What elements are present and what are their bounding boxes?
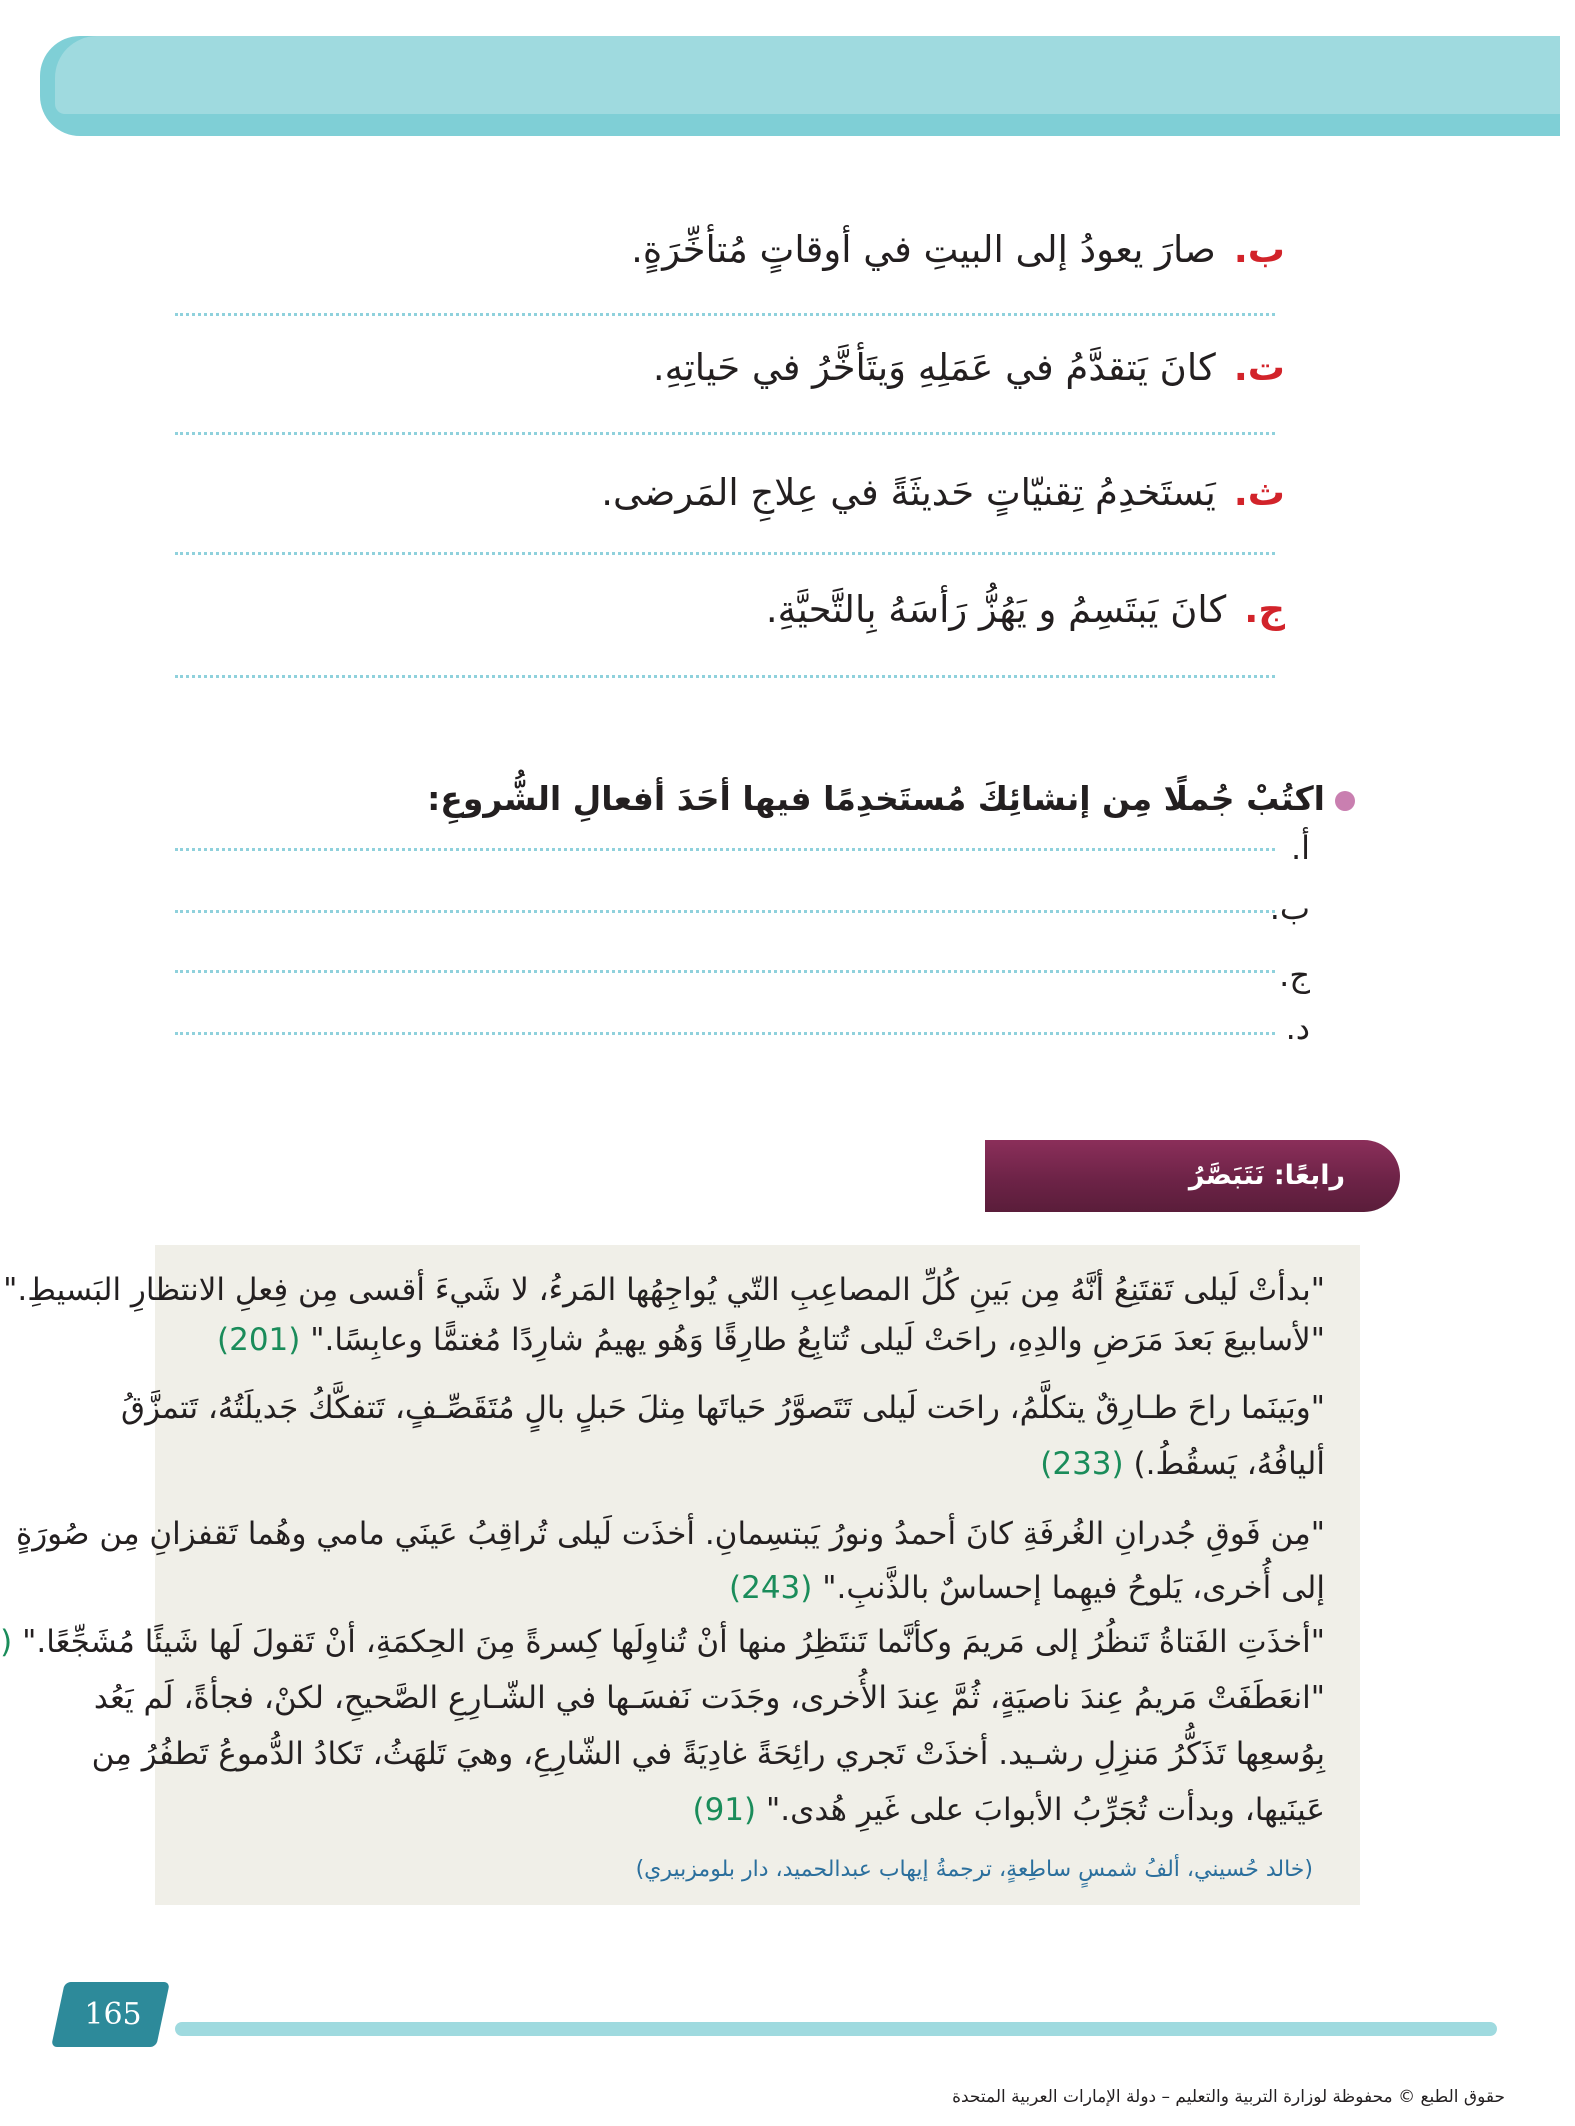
quote-line bbox=[93, 1670, 1325, 1726]
section-header: رابعًا: نَتَبَصَّرُ bbox=[985, 1140, 1400, 1212]
quote-text: عَينَيها، وبدأت تُجَرِّبُ الأبوابَ على غَيرِ هُدى." bbox=[765, 1792, 1325, 1828]
exercise-text: صارَ يعودُ إلى البيتِ في أوقاتٍ مُتأخِّرَةٍ. bbox=[631, 228, 1216, 271]
answer-letter: ج. bbox=[1279, 956, 1310, 994]
exercise-letter: ت. bbox=[1233, 346, 1285, 389]
quote-text: "لأسابيعَ بَعدَ مَرَضِ والدِهِ، راحَتْ لَيلى تُتابِعُ طارِقًا وَهُو يهيمُ شارِدًا مُغتمًّا وعابِسًا." bbox=[310, 1322, 1325, 1358]
quote-line bbox=[195, 1782, 1325, 1838]
answer-letter: أ. bbox=[1290, 829, 1310, 867]
answer-line[interactable] bbox=[175, 970, 1275, 973]
quote-text: "وبَينَما راحَ طـارِقٌ يتكلَّمُ، راحَت لَيلى تَتَصوَّرُ حَياتَها مِثلَ حَبلٍ بالٍ مُتَقَصِّـفٍ، تَتفكَّكُ جَديلَتُهُ، تَتمزَّقُ bbox=[121, 1390, 1325, 1426]
quote-line bbox=[15, 1506, 1325, 1562]
answer-letter: د. bbox=[1285, 1009, 1310, 1047]
quote-text: "مِن فَوقِ جُدرانِ الغُرفَةِ كانَ أحمدُ ونورُ يَبتسِمانِ. أخذَت لَيلى تُراقِبُ عَينَي مامي وهُما تَقفزانِ مِن صُورَةٍ bbox=[15, 1516, 1325, 1552]
quote-text: "أخذَتِ الفَتاةُ تَنظُرُ إلى مَريمَ وكأنَّما تَنتَظِرُ منها أنْ تُناوِلَها كِسرةً مِنَ الحِكمَةِ، أنْ تَقولَ لَها شَيئًا مُشَجِّعًا." bbox=[22, 1624, 1325, 1660]
answer-letter: ب. bbox=[1269, 889, 1310, 927]
answer-line[interactable] bbox=[175, 848, 1275, 851]
quote-line bbox=[195, 1560, 1325, 1616]
exercise-text: يَستَخدِمُ تِقنيّاتٍ حَديثَةً في عِلاجِ المَرضى. bbox=[601, 471, 1216, 514]
exercise-item bbox=[185, 338, 1285, 398]
exercise-item bbox=[185, 580, 1285, 640]
quote-line bbox=[195, 1312, 1325, 1368]
quote-line bbox=[195, 1436, 1325, 1492]
page-reference: (243) bbox=[728, 1570, 813, 1606]
answer-line[interactable] bbox=[175, 910, 1275, 913]
exercise-item bbox=[185, 463, 1285, 523]
page-number: 165 bbox=[84, 1997, 142, 2032]
quote-text: أليافُهُ، يَسقُطُ.) bbox=[1133, 1446, 1325, 1482]
answer-line[interactable] bbox=[175, 1032, 1275, 1035]
quote-text: "بدأتْ لَيلى تَقتَنِعُ أنَّهُ مِن بَينِ كُلِّ المصاعِبِ التّي يُواجِهُها المَرءُ، لا شَيءَ أقسى مِن فِعلِ الانتظارِ البَسيطِ." bbox=[3, 1272, 1325, 1308]
quote-line bbox=[121, 1380, 1325, 1436]
answer-line[interactable] bbox=[175, 552, 1275, 555]
exercise-letter: ج. bbox=[1244, 588, 1285, 631]
answer-line[interactable] bbox=[175, 432, 1275, 435]
answer-line[interactable] bbox=[175, 675, 1275, 678]
quote-line bbox=[3, 1262, 1325, 1318]
quote-line bbox=[91, 1726, 1325, 1782]
quote-text: "انعَطَفَتْ مَريمُ عِندَ ناصيَةٍ، ثُمَّ عِندَ الأُخرى، وجَدَت نَفسَـها في الشّـارِعِ الصَّحيحِ، لكنْ، فجأةً، لَم يَعُد bbox=[93, 1680, 1325, 1716]
quote-source: (خالد حُسيني، ألفُ شمسٍ ساطِعةٍ، ترجمةُ إيهاب عبدالحميد، دار بلومزبيري) bbox=[635, 1857, 1313, 1882]
page-reference: ( bbox=[0, 1624, 13, 1660]
exercise-item bbox=[185, 220, 1285, 280]
bullet-icon bbox=[1335, 791, 1355, 811]
page-reference: (91) bbox=[692, 1792, 757, 1828]
page-reference: (233) bbox=[1040, 1446, 1124, 1482]
quote-text: بِوُسعِها تَذَكُّرُ مَنزِلِ رشـيد. أخذَتْ تَجري رائِحَةً غادِيَةً في الشّارِعِ، وهيَ تَلهَثُ، تَكادُ الدُّموعُ تَطفُرُ مِن bbox=[91, 1736, 1325, 1772]
exercise-letter: ب. bbox=[1233, 228, 1285, 271]
exercise-letter: ث. bbox=[1233, 471, 1285, 514]
quote-text: إلى أُخرى، يَلوحُ فيهِما إحساسٌ بالذَّنبِ." bbox=[822, 1570, 1325, 1606]
answer-line[interactable] bbox=[175, 313, 1275, 316]
page-reference: (201) bbox=[216, 1322, 301, 1358]
footer-bar bbox=[175, 2022, 1497, 2036]
instruction bbox=[427, 776, 1355, 822]
instruction-text: اكتُبْ جُملًا مِن إنشائِكَ مُستَخدِمًا فيها أحَدَ أفعالِ الشُّروعِ: bbox=[427, 779, 1325, 818]
exercise-text: كانَ يَتقدَّمُ في عَمَلِهِ وَيتَأخَّرُ في حَياتِهِ. bbox=[652, 346, 1216, 389]
top-banner bbox=[55, 36, 1560, 114]
exercise-text: كانَ يَبتَسِمُ و يَهُزُّ رَأسَهُ بِالتَّحيَّةِ. bbox=[765, 588, 1227, 631]
copyright-notice: حقوق الطبع © محفوظة لوزارة التربية والتعليم – دولة الإمارات العربية المتحدة bbox=[952, 2087, 1505, 2107]
quote-line bbox=[0, 1614, 1325, 1670]
